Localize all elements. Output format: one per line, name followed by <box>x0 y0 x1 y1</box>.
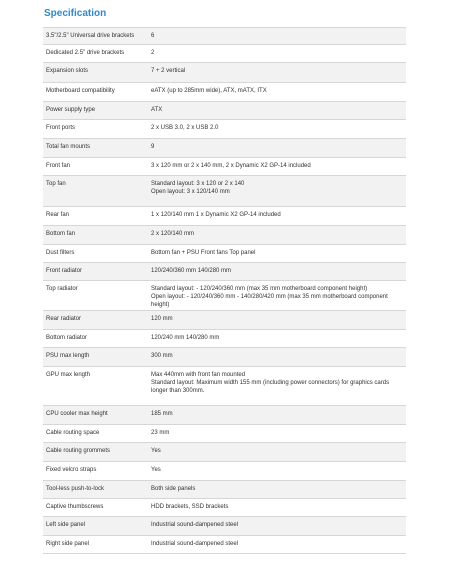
table-row <box>43 102 406 120</box>
spec-value <box>148 348 406 367</box>
spec-label: Bottom fan <box>43 226 148 245</box>
spec-value-line: 9 <box>151 144 155 150</box>
spec-label: Top radiator <box>43 281 148 311</box>
specification-table <box>43 27 406 554</box>
spec-value-line: ATX <box>151 107 163 113</box>
spec-value-line: Standard layout: Maximum width 155 mm (including power connectors) for graphics cards longer than 300mm. <box>151 380 390 394</box>
spec-value-line: Both side panels <box>151 486 196 492</box>
spec-value <box>148 367 406 406</box>
table-row <box>43 311 406 330</box>
spec-label: Cable routing space <box>43 425 148 443</box>
spec-value-line: 23 mm <box>151 430 170 436</box>
spec-value <box>148 263 406 281</box>
spec-value-line: Open layout: 3 x 120/140 mm <box>151 189 230 195</box>
table-row <box>43 139 406 158</box>
table-row <box>43 207 406 226</box>
spec-label: Rear radiator <box>43 311 148 330</box>
spec-value <box>148 536 406 554</box>
spec-label: GPU max length <box>43 367 148 406</box>
spec-value <box>148 281 406 311</box>
spec-value-line: Yes <box>151 467 161 473</box>
spec-value <box>148 517 406 536</box>
spec-label: Right side panel <box>43 536 148 554</box>
table-row <box>43 330 406 348</box>
spec-label: Rear fan <box>43 207 148 226</box>
spec-label: Motherboard compatibility <box>43 83 148 102</box>
spec-label: Front radiator <box>43 263 148 281</box>
table-row <box>43 120 406 139</box>
spec-value <box>148 158 406 176</box>
spec-value-line: 300 mm <box>151 353 173 359</box>
table-row <box>43 499 406 517</box>
table-row <box>43 517 406 536</box>
spec-label: Top fan <box>43 176 148 207</box>
table-row <box>43 63 406 83</box>
spec-value-line: Max 440mm with front fan mounted <box>151 372 246 378</box>
spec-value <box>148 63 406 83</box>
spec-label: Cable routing grommets <box>43 443 148 462</box>
spec-value <box>148 83 406 102</box>
spec-label: Bottom radiator <box>43 330 148 348</box>
table-row <box>43 425 406 443</box>
spec-value-line: 120 mm <box>151 316 173 322</box>
table-row <box>43 367 406 406</box>
spec-value-line: 2 x 120/140 mm <box>151 231 195 237</box>
spec-label: Dedicated 2.5" drive brackets <box>43 45 148 63</box>
spec-value <box>148 102 406 120</box>
spec-value <box>148 207 406 226</box>
spec-value <box>148 330 406 348</box>
spec-value-line: 1 x 120/140 mm 1 x Dynamic X2 GP-14 included <box>151 212 281 218</box>
spec-value <box>148 45 406 63</box>
spec-value <box>148 28 406 45</box>
spec-value <box>148 462 406 481</box>
spec-label: Front fan <box>43 158 148 176</box>
table-row <box>43 481 406 499</box>
spec-value <box>148 245 406 263</box>
spec-value-line: Standard layout: 3 x 120 or 2 x 140 <box>151 181 245 187</box>
spec-value <box>148 176 406 207</box>
table-row <box>43 281 406 311</box>
spec-value-line: 120/240 mm 140/280 mm <box>151 335 220 341</box>
spec-value <box>148 406 406 425</box>
spec-label: Power supply type <box>43 102 148 120</box>
spec-value-line: Industrial sound-dampened steel <box>151 541 239 547</box>
table-row <box>43 263 406 281</box>
spec-value-line: 3 x 120 mm or 2 x 140 mm, 2 x Dynamic X2 GP-14 included <box>151 163 311 169</box>
spec-value <box>148 425 406 443</box>
spec-label: Dust filters <box>43 245 148 263</box>
specification-table-body <box>43 28 406 554</box>
table-row <box>43 462 406 481</box>
table-row <box>43 158 406 176</box>
table-row <box>43 443 406 462</box>
spec-value <box>148 481 406 499</box>
spec-value <box>148 499 406 517</box>
spec-value-line: eATX (up to 285mm wide), ATX, mATX, ITX <box>151 88 267 94</box>
spec-value-line: 2 x USB 3.0, 2 x USB 2.0 <box>151 125 219 131</box>
spec-value-line: Bottom fan + PSU Front fans Top panel <box>151 250 256 256</box>
spec-value <box>148 139 406 158</box>
spec-value-line: 2 <box>151 50 155 56</box>
spec-value-line: HDD brackets, SSD brackets <box>151 504 229 510</box>
table-row <box>43 176 406 207</box>
spec-label: Fixed velcro straps <box>43 462 148 481</box>
table-row <box>43 226 406 245</box>
spec-label: Front ports <box>43 120 148 139</box>
spec-value-line: Yes <box>151 448 161 454</box>
spec-value-line: 185 mm <box>151 411 173 417</box>
spec-value <box>148 226 406 245</box>
spec-value-line: 120/240/360 mm 140/280 mm <box>151 268 232 274</box>
table-row <box>43 28 406 45</box>
spec-value-line: Open layout: - 120/240/360 mm - 140/280/420 mm (max 35 mm motherboard component height) <box>151 294 388 308</box>
spec-label: Total fan mounts <box>43 139 148 158</box>
spec-label: Expansion slots <box>43 63 148 83</box>
table-row <box>43 406 406 425</box>
spec-label: PSU max length <box>43 348 148 367</box>
table-row <box>43 348 406 367</box>
table-row <box>43 83 406 102</box>
spec-value-line: 7 + 2 vertical <box>151 68 186 74</box>
spec-label: Captive thumbscrews <box>43 499 148 517</box>
spec-label: CPU cooler max height <box>43 406 148 425</box>
table-row <box>43 45 406 63</box>
spec-value-line: 6 <box>151 33 155 39</box>
spec-label: 3.5"/2.5" Universal drive brackets <box>43 28 148 45</box>
spec-value <box>148 120 406 139</box>
spec-value <box>148 311 406 330</box>
table-row <box>43 536 406 554</box>
page-title: Specification <box>44 8 107 19</box>
spec-value-line: Industrial sound-dampened steel <box>151 522 239 528</box>
spec-label: Left side panel <box>43 517 148 536</box>
spec-value-line: Standard layout: - 120/240/360 mm (max 35 mm motherboard component height) <box>151 286 368 292</box>
spec-value <box>148 443 406 462</box>
spec-label: Tool-less push-to-lock <box>43 481 148 499</box>
table-row <box>43 245 406 263</box>
